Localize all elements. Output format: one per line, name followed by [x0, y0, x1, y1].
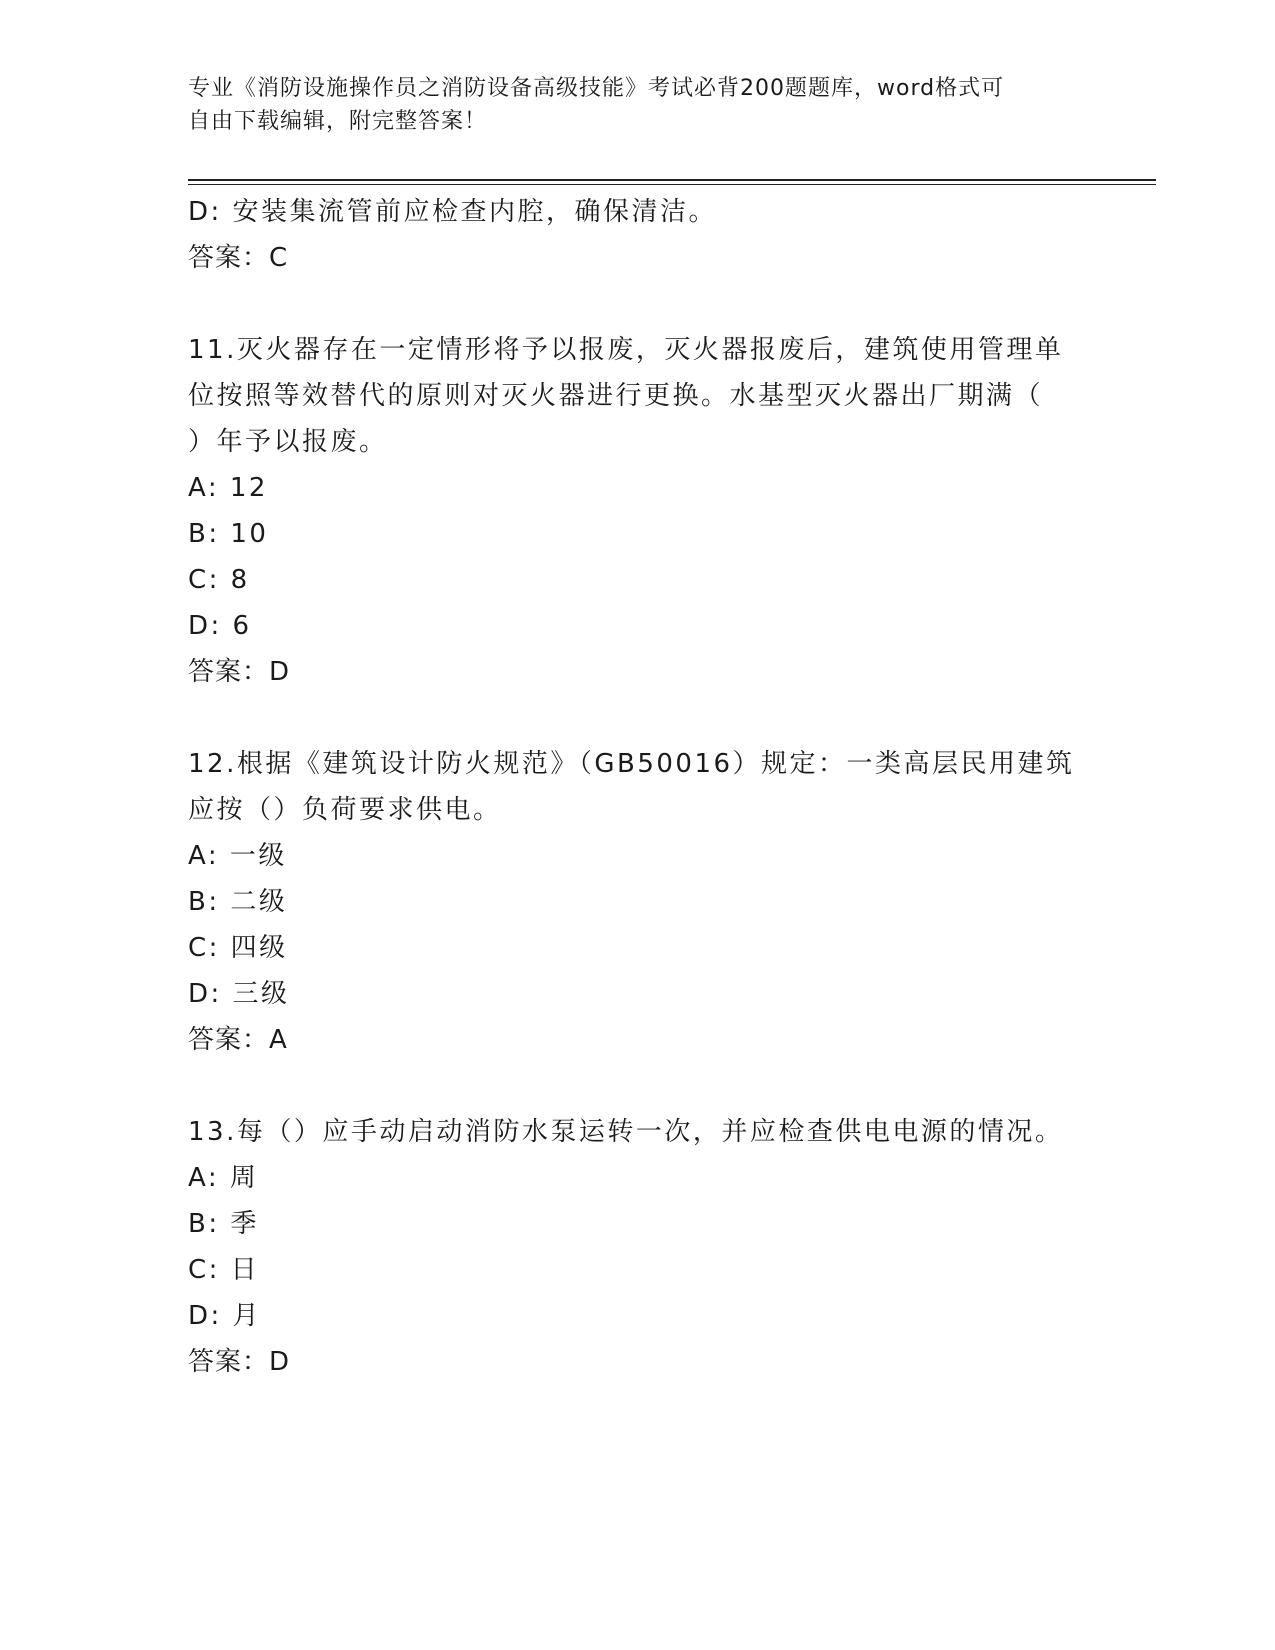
option-c: C: 四级: [188, 933, 288, 963]
answer-line: 答案：C: [188, 243, 289, 273]
question-list: [188, 189, 1088, 1385]
option-b: B: 二级: [188, 887, 288, 917]
question-text-line: 位按照等效替代的原则对灭火器进行更换。水基型灭火器出厂期满（: [188, 381, 1044, 411]
spacer: [188, 695, 1088, 741]
option-d: D: 三级: [188, 979, 290, 1009]
question-text-line: 13.每（）应手动启动消防水泵运转一次，并应检查供电电源的情况。: [188, 1117, 1064, 1147]
option-c: C: 8: [188, 565, 250, 595]
option-d: D: 月: [188, 1301, 262, 1331]
header-rule-thick: [188, 179, 1156, 181]
question-11: [188, 327, 1088, 695]
spacer: [188, 281, 1088, 327]
header-line-1: 专业《消防设施操作员之消防设备高级技能》考试必背200题题库，word格式可: [188, 76, 1005, 101]
option-a: A: 周: [188, 1163, 259, 1193]
option-d: D: 安装集流管前应检查内腔，确保清洁。: [188, 197, 718, 227]
document-header: [188, 72, 1068, 138]
question-text-line: ）年予以报废。: [188, 427, 388, 457]
option-b: B: 季: [188, 1209, 259, 1239]
spacer: [188, 1063, 1088, 1109]
option-c: C: 日: [188, 1255, 260, 1285]
question-12: [188, 741, 1088, 1063]
option-d: D: 6: [188, 611, 252, 641]
answer-line: 答案：D: [188, 1347, 291, 1377]
question-13: [188, 1109, 1088, 1385]
option-a: A: 一级: [188, 841, 287, 871]
header-line-2: 自由下载编辑，附完整答案！: [188, 109, 488, 134]
header-rule-thin: [188, 184, 1156, 185]
answer-line: 答案：D: [188, 657, 291, 687]
question-text-line: 应按（）负荷要求供电。: [188, 795, 502, 825]
option-a: A: 12: [188, 473, 268, 503]
question-text-line: 11.灭火器存在一定情形将予以报废，灭火器报废后，建筑使用管理单: [188, 335, 1064, 365]
previous-question-tail: [188, 189, 1088, 281]
question-text-line: 12.根据《建筑设计防火规范》（GB50016）规定：一类高层民用建筑: [188, 749, 1075, 779]
option-b: B: 10: [188, 519, 269, 549]
answer-line: 答案：A: [188, 1025, 288, 1055]
